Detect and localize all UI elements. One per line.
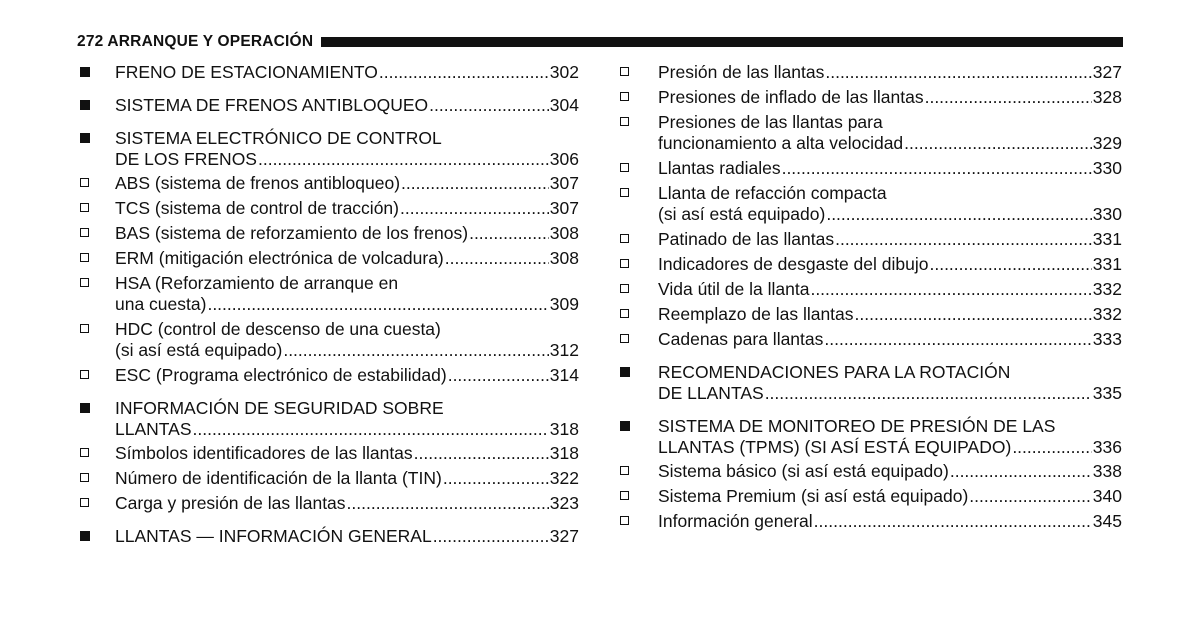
toc-line[interactable] (658, 329, 1122, 350)
checkbox-bullet-icon (620, 491, 629, 500)
toc-line[interactable] (658, 62, 1122, 83)
toc-subentry (77, 443, 579, 464)
toc-subentry-title: Vida útil de la llanta (658, 279, 810, 299)
toc-subentry-title: BAS (sistema de reforzamiento de los frenos) (115, 223, 469, 243)
toc-page-number: 312 (549, 340, 579, 360)
toc-page-number: 331 (1092, 254, 1122, 274)
toc-page-number: 309 (549, 294, 579, 314)
checkbox-bullet-icon (80, 228, 89, 237)
toc-page-number: 333 (1092, 329, 1122, 349)
toc-subentry (77, 248, 579, 269)
checkbox-bullet-icon (80, 498, 89, 507)
toc-subentry-title: Presión de las llantas (658, 62, 825, 82)
toc-subentry (77, 223, 579, 244)
toc-page-number: 327 (1092, 62, 1122, 82)
toc-line[interactable] (115, 365, 579, 386)
toc-line[interactable] (658, 437, 1122, 458)
dot-leader (835, 229, 1092, 250)
checkbox-bullet-icon (80, 370, 89, 379)
dot-leader (193, 419, 549, 440)
toc-subentry-title: Cadenas para llantas (658, 329, 824, 349)
toc-page-number: 330 (1092, 204, 1122, 224)
toc-subentry-title: Indicadores de desgaste del dibujo (658, 254, 929, 274)
toc-line[interactable] (115, 62, 579, 83)
dot-leader (414, 443, 549, 464)
dot-leader (401, 173, 549, 194)
dot-leader (904, 133, 1092, 154)
checkbox-bullet-icon (620, 117, 629, 126)
toc-subentry-title: Información general (658, 511, 813, 531)
toc-entry (77, 128, 579, 170)
toc-entry-title: LLANTAS (115, 419, 192, 439)
toc-page-number: 331 (1092, 229, 1122, 249)
toc-entry (620, 362, 1122, 404)
toc-subentry (77, 173, 579, 194)
checkbox-bullet-icon (620, 67, 629, 76)
toc-entry (77, 526, 579, 547)
page-header-title: 272 ARRANQUE Y OPERACIÓN (77, 33, 314, 50)
toc-subentry (77, 365, 579, 386)
checkbox-bullet-icon (620, 188, 629, 197)
toc-line[interactable] (658, 461, 1122, 482)
dot-leader (826, 204, 1091, 225)
checkbox-bullet-icon (620, 309, 629, 318)
toc-page-number: 308 (549, 223, 579, 243)
dot-leader (925, 87, 1092, 108)
toc-entry-title-line1: SISTEMA ELECTRÓNICO DE CONTROL (115, 128, 442, 148)
dot-leader (782, 158, 1092, 179)
toc-entry-title: FRENO DE ESTACIONAMIENTO (115, 62, 378, 82)
checkbox-bullet-icon (620, 516, 629, 525)
checkbox-bullet-icon (80, 203, 89, 212)
dot-leader (443, 468, 549, 489)
toc-page-number: 304 (549, 95, 579, 115)
dot-leader (400, 198, 549, 219)
toc-subentry-title: Carga y presión de las llantas (115, 493, 346, 513)
toc-line[interactable] (658, 279, 1122, 300)
checkbox-bullet-icon (620, 234, 629, 243)
dot-leader (969, 486, 1092, 507)
toc-line[interactable] (115, 198, 579, 219)
toc-subentry-title: Símbolos identificadores de las llantas (115, 443, 413, 463)
toc-subentry (620, 329, 1122, 350)
toc-subentry-title: Sistema Premium (si así está equipado) (658, 486, 969, 506)
toc-line[interactable] (658, 511, 1122, 532)
toc-line[interactable] (115, 149, 579, 170)
toc-subentry (620, 461, 1122, 482)
dot-leader (810, 279, 1091, 300)
toc-entry (620, 416, 1122, 458)
toc-line[interactable] (658, 254, 1122, 275)
toc-page-number: 327 (549, 526, 579, 546)
toc-entry-title-line1: INFORMACIÓN DE SEGURIDAD SOBRE (115, 398, 444, 418)
toc-column-right (620, 62, 1122, 536)
toc-line[interactable] (115, 443, 579, 464)
square-bullet-icon (80, 403, 90, 413)
toc-subentry-title: Llantas radiales (658, 158, 781, 178)
dot-leader (445, 248, 549, 269)
toc-sublist (620, 461, 1122, 532)
toc-subentry-title-line1: HDC (control de descenso de una cuesta) (115, 319, 441, 339)
checkbox-bullet-icon (80, 473, 89, 482)
toc-subentry (620, 87, 1122, 108)
toc-subentry-title: una cuesta) (115, 294, 207, 314)
toc-page-number: 318 (549, 443, 579, 463)
toc-entry-title: DE LOS FRENOS (115, 149, 257, 169)
toc-line[interactable] (115, 248, 579, 269)
toc-page-number: 338 (1092, 461, 1122, 481)
toc-line[interactable] (658, 133, 1122, 154)
toc-subentry (620, 183, 1122, 225)
toc-subentry (77, 468, 579, 489)
dot-leader (258, 149, 549, 170)
toc-subentry-title-line1: Presiones de las llantas para (658, 112, 883, 132)
toc-subentry (620, 304, 1122, 325)
toc-subentry (77, 493, 579, 514)
square-bullet-icon (80, 67, 90, 77)
toc-entry-title-line1: RECOMENDACIONES PARA LA ROTACIÓN (658, 362, 1011, 382)
toc-line[interactable] (115, 173, 579, 194)
toc-subentry-title: ERM (mitigación electrónica de volcadura) (115, 248, 444, 268)
toc-subentry-title: ABS (sistema de frenos antibloqueo) (115, 173, 401, 193)
dot-leader (824, 329, 1091, 350)
toc-line[interactable] (115, 223, 579, 244)
checkbox-bullet-icon (620, 284, 629, 293)
toc-subentry-title-line1: Llanta de refacción compacta (658, 183, 887, 203)
toc-entry (77, 62, 579, 83)
toc-page-number: 335 (1092, 383, 1122, 403)
toc-page-number: 328 (1092, 87, 1122, 107)
toc-line[interactable] (115, 526, 579, 547)
dot-leader (814, 511, 1092, 532)
toc-sublist (620, 62, 1122, 350)
toc-page-number: 329 (1092, 133, 1122, 153)
toc-line[interactable] (115, 419, 579, 440)
toc-page-number: 323 (549, 493, 579, 513)
dot-leader (379, 62, 549, 83)
square-bullet-icon (80, 531, 90, 541)
toc-page-number: 307 (549, 198, 579, 218)
toc-line[interactable] (115, 340, 579, 361)
dot-leader (1012, 437, 1091, 458)
toc-line[interactable] (115, 294, 579, 315)
checkbox-bullet-icon (620, 92, 629, 101)
dot-leader (433, 526, 549, 547)
toc-subentry-title: Reemplazo de las llantas (658, 304, 854, 324)
toc-subentry-title: (si así está equipado) (658, 204, 826, 224)
dot-leader (765, 383, 1092, 404)
toc-subentry (620, 511, 1122, 532)
toc-subentry-title: funcionamiento a alta velocidad (658, 133, 904, 153)
checkbox-bullet-icon (80, 178, 89, 187)
checkbox-bullet-icon (620, 334, 629, 343)
toc-subentry-title: Presiones de inflado de las llantas (658, 87, 924, 107)
toc-line[interactable] (658, 486, 1122, 507)
dot-leader (929, 254, 1091, 275)
toc-subentry-title: Número de identificación de la llanta (TIN) (115, 468, 442, 488)
toc-line[interactable] (115, 493, 579, 514)
checkbox-bullet-icon (620, 163, 629, 172)
toc-line[interactable] (658, 229, 1122, 250)
dot-leader (825, 62, 1091, 83)
dot-leader (429, 95, 549, 116)
checkbox-bullet-icon (80, 278, 89, 287)
header-rule (321, 37, 1123, 47)
square-bullet-icon (80, 100, 90, 110)
dot-leader (207, 294, 548, 315)
toc-line[interactable] (115, 468, 579, 489)
toc-subentry (620, 279, 1122, 300)
toc-entry-title-line1: SISTEMA DE MONITOREO DE PRESIÓN DE LAS (658, 416, 1056, 436)
dot-leader (469, 223, 549, 244)
toc-page-number: 322 (549, 468, 579, 488)
toc-line[interactable] (658, 383, 1122, 404)
toc-page-number: 332 (1092, 279, 1122, 299)
toc-subentry-title: (si así está equipado) (115, 340, 283, 360)
toc-column-left (77, 62, 579, 559)
toc-subentry (77, 319, 579, 361)
toc-subentry-title: Patinado de las llantas (658, 229, 835, 249)
toc-page-number: 336 (1092, 437, 1122, 457)
toc-subentry-title: TCS (sistema de control de tracción) (115, 198, 399, 218)
checkbox-bullet-icon (620, 466, 629, 475)
square-bullet-icon (620, 421, 630, 431)
toc-entry (77, 398, 579, 440)
toc-page-number: 307 (549, 173, 579, 193)
toc-entry-title: SISTEMA DE FRENOS ANTIBLOQUEO (115, 95, 429, 115)
toc-entry (77, 95, 579, 116)
toc-entry-title: LLANTAS — INFORMACIÓN GENERAL (115, 526, 432, 546)
toc-page-number: 308 (549, 248, 579, 268)
toc-subentry (77, 273, 579, 315)
toc-page-number: 332 (1092, 304, 1122, 324)
toc-subentry (620, 62, 1122, 83)
toc-line[interactable] (658, 87, 1122, 108)
toc-subentry (620, 486, 1122, 507)
toc-line[interactable] (658, 204, 1122, 225)
toc-line[interactable] (115, 95, 579, 116)
checkbox-bullet-icon (80, 253, 89, 262)
page-header (77, 33, 1123, 51)
toc-subentry-title: Sistema básico (si así está equipado) (658, 461, 949, 481)
toc-page-number: 314 (549, 365, 579, 385)
toc-subentry (77, 198, 579, 219)
toc-page-number: 306 (549, 149, 579, 169)
toc-subentry (620, 229, 1122, 250)
toc-subentry (620, 158, 1122, 179)
toc-page-number: 340 (1092, 486, 1122, 506)
dot-leader (448, 365, 549, 386)
toc-line[interactable] (658, 158, 1122, 179)
dot-leader (347, 493, 549, 514)
dot-leader (950, 461, 1092, 482)
toc-subentry-title-line1: HSA (Reforzamiento de arranque en (115, 273, 399, 293)
checkbox-bullet-icon (80, 324, 89, 333)
checkbox-bullet-icon (80, 448, 89, 457)
toc-subentry (620, 254, 1122, 275)
checkbox-bullet-icon (620, 259, 629, 268)
toc-sublist (77, 173, 579, 386)
toc-page-number: 302 (549, 62, 579, 82)
toc-sublist (77, 443, 579, 514)
toc-entry-title: DE LLANTAS (658, 383, 764, 403)
toc-page-number: 318 (549, 419, 579, 439)
toc-subentry (620, 112, 1122, 154)
square-bullet-icon (80, 133, 90, 143)
toc-line[interactable] (658, 304, 1122, 325)
dot-leader (855, 304, 1092, 325)
toc-subentry-title: ESC (Programa electrónico de estabilidad) (115, 365, 447, 385)
toc-entry-title: LLANTAS (TPMS) (SI ASÍ ESTÁ EQUIPADO) (658, 437, 1012, 457)
dot-leader (283, 340, 548, 361)
toc-page-number: 345 (1092, 511, 1122, 531)
square-bullet-icon (620, 367, 630, 377)
toc-page-number: 330 (1092, 158, 1122, 178)
